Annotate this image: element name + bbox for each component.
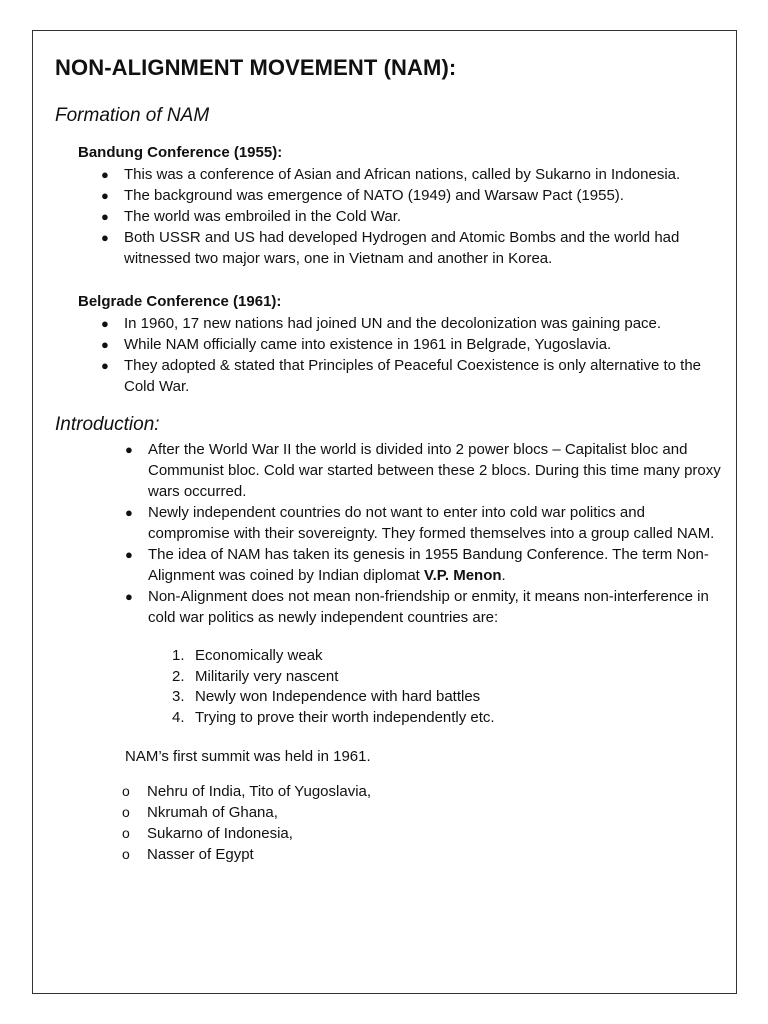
list-item: 1. Economically weak xyxy=(172,647,323,664)
bullet-icon: ● xyxy=(125,589,133,604)
bullet-icon: ● xyxy=(101,209,109,224)
bandung-list xyxy=(55,164,725,269)
list-item: ● Both USSR and US had developed Hydrogen and Atomic Bombs and the world had witnessed two major wars, one in Vietnam and another in Korea. xyxy=(101,229,680,267)
bullet-icon: ● xyxy=(125,505,133,520)
list-item: ● This was a conference of Asian and African nations, called by Sukarno in Indonesia. xyxy=(101,166,681,183)
list-item: 2. Militarily very nascent xyxy=(172,667,339,685)
bullet-icon: ● xyxy=(101,337,109,352)
bullet-icon: ● xyxy=(125,442,133,457)
bullet-icon: ● xyxy=(101,358,109,373)
bullet-icon: ● xyxy=(101,230,109,245)
document-body xyxy=(55,52,725,865)
circle-bullet-icon: o xyxy=(122,825,130,841)
list-item: ● Non-Alignment does not mean non-friendship or enmity, it means non-interference in cold war politics as newly independent countries are: xyxy=(125,588,709,626)
list-item: o Sukarno of Indonesia, xyxy=(122,825,293,842)
list-item: 3. Newly won Independence with hard battles xyxy=(172,688,481,705)
introduction-heading: Introduction: xyxy=(55,414,160,435)
list-item: ● The idea of NAM has taken its genesis in 1955 Bandung Conference. The term Non-Alignment was coined by Indian diplomat V.P. Menon. xyxy=(125,546,709,584)
list-item: ● Newly independent countries do not want to enter into cold war politics and compromise with their sovereignty. They formed themselves into a group called NAM. xyxy=(125,504,715,542)
reasons-list xyxy=(55,646,725,728)
bullet-icon: ● xyxy=(101,167,109,182)
summit-note: NAM’s first summit was held in 1961. xyxy=(125,748,371,765)
list-item: ● The world was embroiled in the Cold War. xyxy=(101,208,402,225)
introduction-list xyxy=(55,439,725,628)
list-item: 4. Trying to prove their worth independently etc. xyxy=(172,708,495,726)
leaders-list xyxy=(55,781,725,865)
document-title: NON-ALIGNMENT MOVEMENT (NAM): xyxy=(55,55,457,80)
diplomat-name: V.P. Menon xyxy=(424,567,502,584)
circle-bullet-icon: o xyxy=(122,783,130,799)
belgrade-list xyxy=(55,313,725,397)
list-item: o Nehru of India, Tito of Yugoslavia, xyxy=(122,783,372,800)
formation-heading: Formation of NAM xyxy=(55,105,210,126)
bullet-icon: ● xyxy=(101,188,109,203)
list-item: o Nasser of Egypt xyxy=(122,846,254,863)
bandung-heading: Bandung Conference (1955): xyxy=(78,144,283,161)
list-item: ● While NAM officially came into existence in 1961 in Belgrade, Yugoslavia. xyxy=(101,336,612,353)
bullet-icon: ● xyxy=(101,316,109,331)
list-item: ● They adopted & stated that Principles of Peaceful Coexistence is only alternative to the Cold War. xyxy=(101,357,702,395)
list-item: ● In 1960, 17 new nations had joined UN and the decolonization was gaining pace. xyxy=(101,315,662,332)
circle-bullet-icon: o xyxy=(122,804,130,820)
list-item: ● The background was emergence of NATO (1949) and Warsaw Pact (1955). xyxy=(101,187,624,204)
belgrade-heading: Belgrade Conference (1961): xyxy=(78,293,282,310)
bullet-icon: ● xyxy=(125,547,133,562)
circle-bullet-icon: o xyxy=(122,846,130,862)
list-item: o Nkrumah of Ghana, xyxy=(122,804,278,821)
list-item: ● After the World War II the world is divided into 2 power blocs – Capitalist bloc and Communist bloc. Cold war started between these 2 blocs. During this time many proxy wars occurred. xyxy=(125,441,721,500)
